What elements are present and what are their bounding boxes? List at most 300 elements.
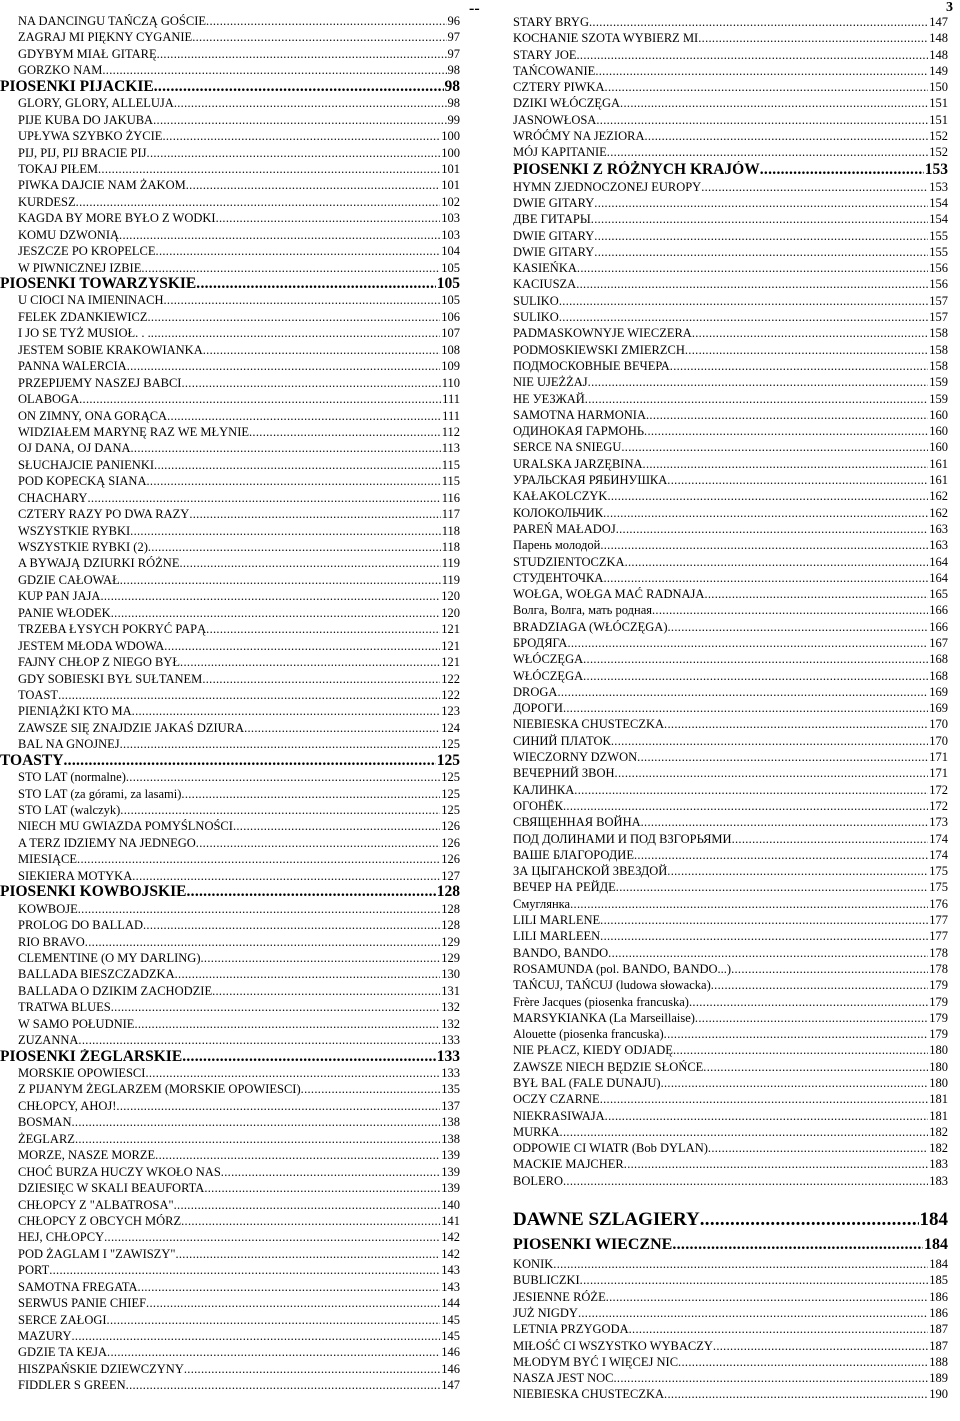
toc-leader-dots: [186, 177, 441, 193]
toc-page-number: 190: [929, 1387, 948, 1402]
toc-page-number: 163: [929, 538, 948, 553]
toc-page-number: 179: [929, 978, 948, 993]
toc-entry-title: WSZYSTKIE RYBKI: [18, 523, 131, 538]
toc-page-number: 187: [929, 1322, 948, 1337]
toc-entry-title: FELEK ZDANKIEWICZ: [18, 309, 148, 324]
toc-leader-dots: [77, 851, 440, 867]
toc-entry-title: CHŁOPCY Z OBCYCH MÓRZ: [18, 1213, 182, 1228]
toc-entry[interactable]: [513, 831, 948, 847]
toc-leader-dots: [131, 440, 441, 456]
toc-entry[interactable]: [513, 521, 948, 537]
toc-entry[interactable]: [0, 654, 460, 670]
toc-entry[interactable]: [0, 736, 460, 752]
toc-entry[interactable]: [513, 1354, 948, 1370]
toc-entry[interactable]: [513, 863, 948, 879]
toc-entry[interactable]: [513, 619, 948, 635]
toc-page-number: 151: [929, 96, 948, 111]
toc-entry-title: WŁÓCZĘGA: [513, 652, 584, 667]
toc-leader-dots: [607, 144, 928, 160]
toc-entry[interactable]: [0, 621, 460, 637]
toc-entry[interactable]: [513, 391, 948, 407]
toc-entry[interactable]: [0, 950, 460, 966]
toc-page-number: 180: [929, 1043, 948, 1058]
toc-entry[interactable]: [513, 1042, 948, 1058]
toc-entry[interactable]: [513, 211, 948, 227]
toc-entry[interactable]: [0, 671, 460, 687]
toc-page-number: 109: [441, 359, 460, 374]
toc-leader-dots: [578, 1305, 928, 1321]
toc-entry[interactable]: [0, 818, 460, 834]
toc-entry[interactable]: [0, 1081, 460, 1097]
toc-page-number: 166: [929, 603, 948, 618]
toc-entry[interactable]: [513, 293, 948, 309]
toc-page-number: 133: [441, 1033, 460, 1048]
toc-entry[interactable]: [513, 749, 948, 765]
toc-leader-dots: [585, 391, 928, 407]
toc-entry[interactable]: [0, 161, 460, 177]
toc-entry[interactable]: [513, 1370, 948, 1386]
toc-entry[interactable]: [513, 994, 948, 1010]
toc-page-number: 147: [929, 15, 948, 29]
toc-entry[interactable]: [513, 1156, 948, 1172]
toc-entry-title: STO LAT (za górami, za lasami): [18, 786, 182, 801]
toc-entry[interactable]: [513, 47, 948, 63]
toc-entry[interactable]: [513, 488, 948, 504]
toc-entry[interactable]: [0, 917, 460, 933]
toc-section-heading[interactable]: [0, 1049, 460, 1065]
toc-leader-dots: [216, 210, 441, 226]
toc-entry[interactable]: [0, 408, 460, 424]
toc-leader-dots: [130, 523, 441, 539]
toc-entry[interactable]: [0, 1164, 460, 1180]
toc-page-number: 148: [929, 47, 948, 62]
toc-entry[interactable]: [513, 928, 948, 944]
toc-entry[interactable]: [0, 901, 460, 917]
toc-entry[interactable]: [513, 472, 948, 488]
toc-entry-title: PIENIĄŻKI KTO MA: [18, 704, 132, 719]
toc-page-number: 98: [444, 78, 460, 95]
toc-entry[interactable]: [0, 375, 460, 391]
toc-entry[interactable]: [513, 456, 948, 472]
toc-page-number: 118: [441, 540, 460, 554]
toc-entry-title: CZTERY RAZY PO DWA RAZY: [18, 507, 190, 522]
toc-page-number: 121: [441, 655, 460, 670]
toc-entry[interactable]: [0, 638, 460, 654]
toc-entry-title: BOSMAN: [18, 1115, 72, 1130]
toc-entry[interactable]: [513, 276, 948, 292]
toc-leader-dots: [563, 798, 928, 814]
toc-entry-title: HEJ, CHŁOPCY: [18, 1230, 105, 1245]
toc-entry[interactable]: [513, 668, 948, 684]
toc-leader-dots: [203, 342, 441, 358]
toc-entry[interactable]: [0, 769, 460, 785]
toc-entry[interactable]: [0, 1065, 460, 1081]
toc-entry[interactable]: [513, 439, 948, 455]
toc-entry-title: ВАШЕ БЛАГОРОДИЕ: [513, 847, 634, 862]
toc-page-number: 103: [441, 211, 460, 226]
toc-entry[interactable]: [513, 798, 948, 814]
toc-entry[interactable]: [0, 835, 460, 851]
toc-leader-dots: [629, 1321, 929, 1337]
toc-entry[interactable]: [0, 1295, 460, 1311]
toc-entry[interactable]: [513, 1026, 948, 1042]
toc-entry[interactable]: [0, 1114, 460, 1130]
toc-entry-title: SŁUCHAJCIE PANIENKI: [18, 457, 155, 472]
toc-leader-dots: [151, 325, 440, 341]
toc-entry[interactable]: [0, 966, 460, 982]
toc-entry[interactable]: [0, 999, 460, 1015]
toc-entry[interactable]: [0, 95, 460, 111]
toc-entry[interactable]: [513, 765, 948, 781]
toc-entry[interactable]: [513, 782, 948, 798]
toc-entry[interactable]: [513, 537, 948, 553]
toc-leader-dots: [141, 260, 440, 276]
toc-entry[interactable]: [513, 195, 948, 211]
toc-entry[interactable]: [513, 1010, 948, 1026]
toc-entry[interactable]: [0, 1328, 460, 1344]
toc-entry[interactable]: [513, 79, 948, 95]
toc-page-number: 182: [929, 1141, 948, 1156]
toc-leader-dots: [167, 408, 441, 424]
toc-leader-dots: [664, 1026, 929, 1042]
toc-entry[interactable]: [0, 1016, 460, 1032]
toc-leader-dots: [624, 1156, 928, 1172]
toc-entry[interactable]: [513, 635, 948, 651]
toc-entry[interactable]: [0, 424, 460, 440]
toc-entry[interactable]: [513, 586, 948, 602]
toc-leader-dots: [100, 588, 440, 604]
toc-entry[interactable]: [0, 1312, 460, 1328]
toc-entry[interactable]: [0, 145, 460, 161]
toc-entry[interactable]: [0, 358, 460, 374]
toc-page-number: 98: [447, 63, 460, 78]
toc-leader-dots: [126, 1377, 441, 1393]
toc-page-number: 175: [929, 880, 948, 895]
toc-entry-title: CLEMENTINE (O MY DARLING): [18, 950, 201, 965]
toc-entry[interactable]: [513, 358, 948, 374]
toc-leader-dots: [146, 1295, 440, 1311]
toc-leader-dots: [180, 654, 440, 670]
toc-page-number: 107: [441, 326, 460, 341]
toc-leader-dots: [204, 1180, 440, 1196]
toc-entry[interactable]: [513, 1140, 948, 1156]
toc-entry[interactable]: [513, 847, 948, 863]
toc-entry[interactable]: [0, 802, 460, 818]
toc-entry[interactable]: [0, 128, 460, 144]
toc-page-number: 144: [441, 1296, 460, 1311]
toc-entry[interactable]: [0, 260, 460, 276]
toc-leader-dots: [120, 572, 441, 588]
toc-entry-title: MORSKIE OPOWIESCI: [18, 1066, 146, 1080]
toc-page-number: 141: [441, 1213, 460, 1228]
toc-entry[interactable]: [0, 1344, 460, 1360]
toc-entry[interactable]: [513, 1289, 948, 1305]
toc-entry-title: WŁÓCZĘGA: [513, 668, 584, 683]
toc-entry[interactable]: [513, 1075, 948, 1091]
toc-entry[interactable]: [0, 506, 460, 522]
toc-entry-title: JASNOWŁOSA: [513, 112, 597, 127]
toc-entry-title: DZIKI WŁÓCZĘGA: [513, 96, 621, 111]
toc-entry[interactable]: [0, 1213, 460, 1229]
toc-page-number: 96: [447, 14, 460, 28]
toc-entry-title: PIOSENKI WIECZNE: [513, 1236, 673, 1254]
toc-entry[interactable]: [0, 1229, 460, 1245]
toc-entry[interactable]: [0, 539, 460, 555]
toc-entry[interactable]: [0, 473, 460, 489]
toc-entry[interactable]: [513, 374, 948, 390]
toc-entry[interactable]: [0, 1197, 460, 1213]
toc-entry[interactable]: [513, 554, 948, 570]
toc-page-number: 98: [447, 96, 460, 111]
toc-entry-title: GORZKO NAM: [18, 63, 103, 78]
toc-entry-title: JESZCZE PO KROPELCE: [18, 244, 156, 259]
toc-section-heading[interactable]: [513, 161, 948, 179]
toc-entry[interactable]: [0, 1032, 460, 1048]
toc-entry-title: UPŁYWA SZYBKO ŻYCIE: [18, 129, 163, 144]
toc-entry[interactable]: [0, 194, 460, 210]
toc-entry[interactable]: [513, 1272, 948, 1288]
toc-entry[interactable]: [0, 112, 460, 128]
toc-entry[interactable]: [513, 14, 948, 30]
toc-entry[interactable]: [513, 945, 948, 961]
toc-entry[interactable]: [513, 1305, 948, 1321]
toc-entry[interactable]: [0, 523, 460, 539]
toc-section-heading[interactable]: [0, 276, 460, 292]
toc-entry[interactable]: [513, 260, 948, 276]
toc-entry[interactable]: [513, 1321, 948, 1337]
toc-entry[interactable]: [513, 423, 948, 439]
toc-entry[interactable]: [0, 490, 460, 506]
toc-entry[interactable]: [0, 786, 460, 802]
toc-entry[interactable]: [513, 977, 948, 993]
toc-entry[interactable]: [513, 1173, 948, 1189]
toc-entry[interactable]: [0, 243, 460, 259]
toc-page-number: 105: [441, 260, 460, 275]
toc-leader-dots: [603, 505, 928, 521]
toc-entry-title: SAMOTNA HARMONIA: [513, 407, 646, 422]
toc-leader-dots: [685, 342, 928, 358]
toc-entry[interactable]: [513, 651, 948, 667]
toc-entry-title: BUBLICZKI: [513, 1273, 580, 1288]
toc-entry[interactable]: [513, 342, 948, 358]
toc-entry-title: ZAWSZE NIECH BĘDZIE SŁOŃCE: [513, 1059, 704, 1074]
toc-leader-dots: [664, 1386, 928, 1402]
toc-leader-dots: [667, 472, 928, 488]
toc-entry-title: BRADZIAGA (WŁÓCZĘGA): [513, 619, 668, 634]
toc-entry[interactable]: [513, 309, 948, 325]
toc-page-number: 159: [929, 391, 948, 406]
toc-entry[interactable]: [513, 700, 948, 716]
toc-leader-dots: [145, 1065, 440, 1081]
toc-entry-title: LILI MARLEEN: [513, 929, 601, 944]
toc-entry-title: ЗА ЦЫГАНСКОЙ ЗВЕЗДОЙ: [513, 864, 668, 879]
toc-entry[interactable]: [513, 961, 948, 977]
toc-entry-title: NIEBIESKA CHUSTECZKA: [513, 1387, 665, 1402]
toc-page-number: 142: [441, 1246, 460, 1261]
toc-entry[interactable]: [513, 733, 948, 749]
toc-entry[interactable]: [513, 716, 948, 732]
toc-entry[interactable]: [0, 177, 460, 193]
toc-entry[interactable]: [513, 144, 948, 160]
toc-page-number: 167: [929, 635, 948, 650]
toc-page-number: 133: [436, 1048, 460, 1065]
toc-entry[interactable]: [513, 325, 948, 341]
toc-entry-title: MÓJ KAPITANIE: [513, 145, 607, 160]
toc-entry[interactable]: [513, 1108, 948, 1124]
toc-entry[interactable]: [0, 934, 460, 950]
toc-page-number: 112: [441, 424, 460, 439]
toc-entry[interactable]: [513, 814, 948, 830]
toc-entry-title: PIJ, PIJ, PIJ BRACIE PIJ: [18, 145, 147, 160]
toc-leader-dots: [692, 325, 928, 341]
toc-entry[interactable]: [0, 13, 460, 29]
toc-entry[interactable]: [0, 1279, 460, 1295]
toc-entry[interactable]: [513, 1124, 948, 1140]
toc-entry[interactable]: [0, 588, 460, 604]
toc-entry[interactable]: [513, 912, 948, 928]
toc-leader-dots: [563, 700, 928, 716]
toc-entry[interactable]: [513, 112, 948, 128]
toc-entry[interactable]: [0, 605, 460, 621]
toc-leader-dots: [116, 1098, 440, 1114]
toc-leader-dots: [126, 769, 440, 785]
toc-entry[interactable]: [0, 227, 460, 243]
toc-entry-title: Alouette (piosenka francuska): [513, 1027, 664, 1042]
toc-leader-dots: [695, 1010, 928, 1026]
toc-entry[interactable]: [0, 62, 460, 78]
toc-page-number: 100: [441, 145, 460, 160]
toc-page-number: 172: [929, 782, 948, 797]
toc-page-number: 133: [441, 1066, 460, 1080]
toc-entry[interactable]: [513, 244, 948, 260]
toc-entry[interactable]: [513, 1386, 948, 1402]
toc-leader-dots: [611, 733, 928, 749]
toc-entry[interactable]: [0, 46, 460, 62]
toc-entry[interactable]: [513, 1091, 948, 1107]
toc-page-number: 166: [929, 619, 948, 634]
toc-entry-title: SERWUS PANIE CHIEF: [18, 1296, 147, 1311]
toc-entry[interactable]: [513, 505, 948, 521]
toc-entry[interactable]: [513, 1059, 948, 1075]
toc-entry[interactable]: [0, 687, 460, 703]
toc-entry[interactable]: [0, 1098, 460, 1114]
toc-entry[interactable]: [0, 1147, 460, 1163]
toc-section-heading[interactable]: [0, 79, 460, 95]
toc-entry[interactable]: [0, 572, 460, 588]
toc-entry[interactable]: [513, 128, 948, 144]
toc-entry[interactable]: [513, 1338, 948, 1354]
toc-entry[interactable]: [0, 1262, 460, 1278]
toc-entry-title: СВЯЩЕННАЯ ВОЙНА: [513, 815, 641, 830]
toc-page-number: 140: [441, 1197, 460, 1212]
toc-section-heading[interactable]: [0, 884, 460, 900]
toc-leader-dots: [616, 521, 929, 537]
toc-entry[interactable]: [0, 868, 460, 884]
toc-entry[interactable]: [513, 602, 948, 618]
toc-section-heading[interactable]: [0, 753, 460, 769]
toc-entry[interactable]: [0, 440, 460, 456]
toc-page-number: 117: [441, 507, 460, 522]
toc-entry[interactable]: [513, 63, 948, 79]
toc-page-number: 125: [441, 770, 460, 785]
toc-page-number: 126: [441, 819, 460, 834]
toc-entry[interactable]: [513, 95, 948, 111]
toc-entry[interactable]: [513, 879, 948, 895]
toc-leader-dots: [102, 62, 446, 78]
toc-entry-title: KAŁAKOLCZYK: [513, 489, 608, 504]
toc-entry-title: ОДИНОКАЯ ГАРМОНЬ: [513, 424, 645, 439]
toc-section-heading[interactable]: [513, 1234, 948, 1256]
toc-entry-title: MARSYKIANKA (La Marseillaise): [513, 1010, 695, 1025]
toc-entry[interactable]: [0, 1377, 460, 1393]
toc-page-number: 99: [447, 112, 460, 127]
toc-page-number: 175: [929, 864, 948, 879]
toc-entry[interactable]: [0, 703, 460, 719]
toc-entry[interactable]: [513, 684, 948, 700]
toc-left-column: [0, 0, 460, 1394]
toc-page-number: 177: [929, 913, 948, 928]
toc-leader-dots: [580, 1272, 929, 1288]
toc-entry[interactable]: [0, 391, 460, 407]
toc-entry[interactable]: [0, 292, 460, 308]
toc-entry-title: KASIEŃKA: [513, 261, 577, 276]
toc-entry-title: BALLADA BIESZCZADZKA: [18, 967, 175, 982]
toc-entry[interactable]: [0, 1246, 460, 1262]
toc-entry[interactable]: [0, 720, 460, 736]
toc-page-number: 105: [441, 293, 460, 308]
toc-page-number: 155: [929, 244, 948, 259]
toc-page-number: 168: [929, 668, 948, 683]
toc-page-number: 188: [929, 1354, 948, 1369]
toc-entry-title: OLABOGA: [18, 392, 80, 407]
toc-entry[interactable]: [0, 309, 460, 325]
toc-entry[interactable]: [513, 179, 948, 195]
toc-entry[interactable]: [513, 228, 948, 244]
toc-entry[interactable]: [0, 1361, 460, 1377]
toc-entry[interactable]: [0, 29, 460, 45]
toc-entry[interactable]: [513, 407, 948, 423]
toc-page-number: 179: [929, 1010, 948, 1025]
toc-page-number: 121: [441, 622, 460, 637]
toc-entry[interactable]: [0, 325, 460, 341]
toc-leader-dots: [557, 684, 928, 700]
toc-leader-dots: [670, 358, 928, 374]
toc-page-number: 124: [441, 720, 460, 735]
toc-entry[interactable]: [0, 1180, 460, 1196]
toc-entry[interactable]: [0, 1131, 460, 1147]
toc-entry[interactable]: [0, 342, 460, 358]
toc-leader-dots: [49, 1262, 440, 1278]
toc-leader-dots: [175, 966, 441, 982]
toc-entry[interactable]: [0, 983, 460, 999]
toc-entry[interactable]: [0, 457, 460, 473]
toc-leader-dots: [646, 407, 928, 423]
toc-page-number: 184: [929, 1257, 948, 1272]
toc-leader-dots: [644, 128, 928, 144]
toc-leader-dots: [574, 782, 928, 798]
toc-entry-title: NIEKRASIWAJA: [513, 1108, 605, 1123]
toc-entry[interactable]: [513, 570, 948, 586]
toc-part-heading[interactable]: [513, 1207, 948, 1232]
toc-entry[interactable]: [0, 555, 460, 571]
toc-entry[interactable]: [513, 30, 948, 46]
toc-entry[interactable]: [0, 210, 460, 226]
toc-entry[interactable]: [0, 851, 460, 867]
toc-page-number: 146: [441, 1361, 460, 1376]
toc-entry[interactable]: [513, 896, 948, 912]
toc-entry[interactable]: [513, 1256, 948, 1272]
toc-leader-dots: [643, 456, 929, 472]
